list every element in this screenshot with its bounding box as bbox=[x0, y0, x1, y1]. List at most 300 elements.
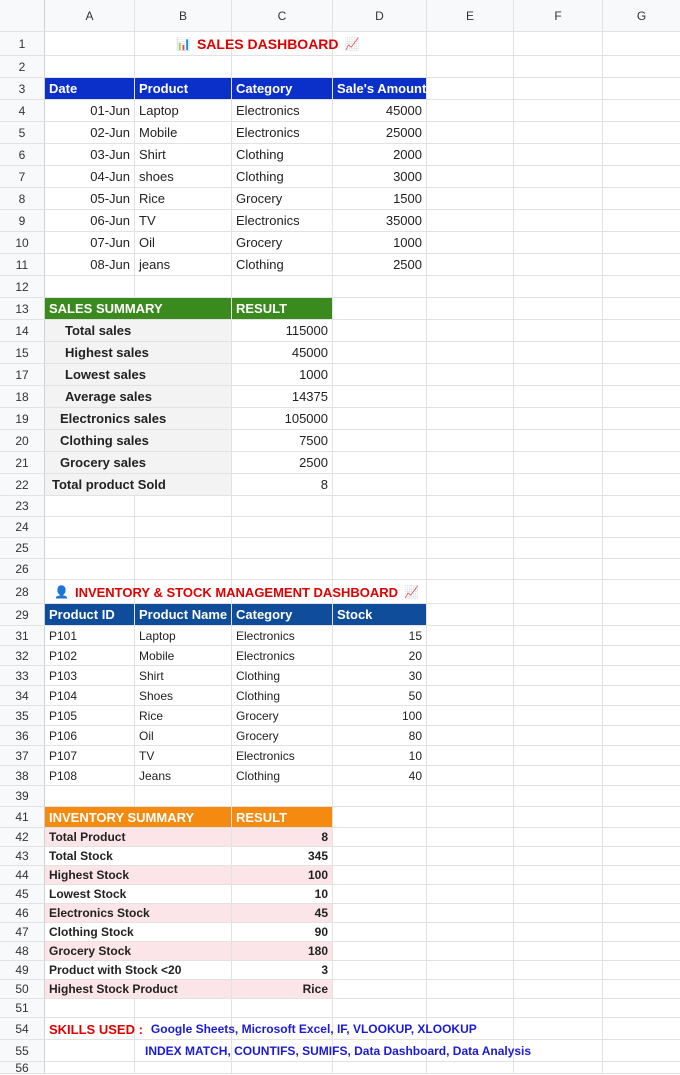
sales-header-cell[interactable]: Product bbox=[135, 78, 232, 99]
cell[interactable] bbox=[333, 517, 427, 537]
cell[interactable] bbox=[427, 904, 514, 922]
summary-value[interactable]: 1000 bbox=[232, 364, 333, 385]
cell[interactable] bbox=[135, 786, 232, 806]
row-number[interactable]: 10 bbox=[0, 232, 45, 253]
cell[interactable] bbox=[427, 726, 514, 745]
cell[interactable] bbox=[135, 276, 232, 297]
inventory-summary-label[interactable]: Grocery Stock bbox=[45, 942, 232, 960]
cell[interactable] bbox=[427, 942, 514, 960]
summary-label[interactable]: Highest sales bbox=[45, 342, 232, 363]
select-all-corner[interactable] bbox=[0, 0, 45, 31]
product-cell[interactable]: Laptop bbox=[135, 100, 232, 121]
row-number[interactable]: 5 bbox=[0, 122, 45, 143]
cell[interactable] bbox=[427, 364, 514, 385]
summary-value[interactable]: 14375 bbox=[232, 386, 333, 407]
category-cell[interactable]: Electronics bbox=[232, 646, 333, 665]
category-cell[interactable]: Electronics bbox=[232, 626, 333, 645]
cell[interactable] bbox=[427, 166, 514, 187]
cell[interactable] bbox=[603, 386, 680, 407]
cell[interactable] bbox=[45, 517, 135, 537]
cell[interactable] bbox=[603, 408, 680, 429]
inventory-header-cell[interactable]: Product ID bbox=[45, 604, 135, 625]
row-number[interactable]: 21 bbox=[0, 452, 45, 473]
inventory-header-cell[interactable]: Product Name bbox=[135, 604, 232, 625]
cell[interactable] bbox=[603, 538, 680, 558]
cell[interactable] bbox=[427, 496, 514, 516]
cell[interactable] bbox=[333, 56, 427, 77]
row-number[interactable]: 51 bbox=[0, 999, 45, 1017]
sales-header-cell[interactable]: Date bbox=[45, 78, 135, 99]
cell[interactable] bbox=[427, 408, 514, 429]
column-header-b[interactable]: B bbox=[135, 0, 232, 31]
cell[interactable] bbox=[427, 386, 514, 407]
cell[interactable] bbox=[603, 980, 680, 998]
cell[interactable] bbox=[427, 1062, 514, 1073]
cell[interactable] bbox=[45, 56, 135, 77]
cell[interactable] bbox=[333, 559, 427, 579]
cell[interactable] bbox=[427, 786, 514, 806]
cell[interactable] bbox=[135, 559, 232, 579]
cell[interactable] bbox=[45, 999, 135, 1017]
cell[interactable] bbox=[603, 452, 680, 473]
cell[interactable] bbox=[333, 885, 427, 903]
product-cell[interactable]: Oil bbox=[135, 232, 232, 253]
cell[interactable] bbox=[514, 254, 603, 275]
cell[interactable] bbox=[514, 276, 603, 297]
row-number[interactable]: 17 bbox=[0, 364, 45, 385]
amount-cell[interactable]: 3000 bbox=[333, 166, 427, 187]
cell[interactable] bbox=[333, 807, 427, 827]
cell[interactable] bbox=[232, 496, 333, 516]
row-number[interactable]: 29 bbox=[0, 604, 45, 625]
row-number[interactable]: 18 bbox=[0, 386, 45, 407]
summary-label[interactable]: Electronics sales bbox=[45, 408, 232, 429]
inventory-summary-value[interactable]: 90 bbox=[232, 923, 333, 941]
cell[interactable] bbox=[427, 646, 514, 665]
cell[interactable] bbox=[603, 786, 680, 806]
date-cell[interactable]: 01-Jun bbox=[45, 100, 135, 121]
summary-label[interactable]: Average sales bbox=[45, 386, 232, 407]
category-cell[interactable]: Clothing bbox=[232, 166, 333, 187]
cell[interactable] bbox=[333, 408, 427, 429]
amount-cell[interactable]: 45000 bbox=[333, 100, 427, 121]
cell[interactable] bbox=[514, 885, 603, 903]
cell[interactable] bbox=[603, 144, 680, 165]
cell[interactable] bbox=[514, 474, 603, 495]
cell[interactable] bbox=[514, 980, 603, 998]
inventory-header-cell[interactable]: Stock bbox=[333, 604, 427, 625]
row-number[interactable]: 36 bbox=[0, 726, 45, 745]
stock-cell[interactable]: 15 bbox=[333, 626, 427, 645]
amount-cell[interactable]: 25000 bbox=[333, 122, 427, 143]
cell[interactable] bbox=[427, 706, 514, 725]
row-number[interactable]: 32 bbox=[0, 646, 45, 665]
cell[interactable] bbox=[603, 298, 680, 319]
cell[interactable] bbox=[232, 517, 333, 537]
category-cell[interactable]: Electronics bbox=[232, 100, 333, 121]
stock-cell[interactable]: 80 bbox=[333, 726, 427, 745]
cell[interactable] bbox=[603, 666, 680, 685]
cell[interactable] bbox=[45, 1062, 135, 1073]
cell[interactable] bbox=[45, 1040, 135, 1061]
product-id-cell[interactable]: P107 bbox=[45, 746, 135, 765]
product-name-cell[interactable]: Mobile bbox=[135, 646, 232, 665]
cell[interactable] bbox=[427, 474, 514, 495]
cell[interactable] bbox=[514, 786, 603, 806]
cell[interactable] bbox=[333, 961, 427, 979]
product-cell[interactable]: TV bbox=[135, 210, 232, 231]
category-cell[interactable]: Electronics bbox=[232, 746, 333, 765]
summary-label[interactable]: Total product Sold bbox=[45, 474, 232, 495]
row-number[interactable]: 55 bbox=[0, 1040, 45, 1061]
cell[interactable] bbox=[232, 1062, 333, 1073]
stock-cell[interactable]: 10 bbox=[333, 746, 427, 765]
cell[interactable] bbox=[333, 496, 427, 516]
date-cell[interactable]: 07-Jun bbox=[45, 232, 135, 253]
cell[interactable] bbox=[333, 923, 427, 941]
category-cell[interactable]: Grocery bbox=[232, 726, 333, 745]
column-header-c[interactable]: C bbox=[232, 0, 333, 31]
cell[interactable] bbox=[45, 559, 135, 579]
row-number[interactable]: 48 bbox=[0, 942, 45, 960]
cell[interactable] bbox=[603, 923, 680, 941]
inventory-summary-value[interactable]: 100 bbox=[232, 866, 333, 884]
row-number[interactable]: 45 bbox=[0, 885, 45, 903]
row-number[interactable]: 25 bbox=[0, 538, 45, 558]
cell[interactable] bbox=[427, 32, 514, 55]
cell[interactable] bbox=[333, 298, 427, 319]
cell[interactable] bbox=[603, 646, 680, 665]
product-cell[interactable]: jeans bbox=[135, 254, 232, 275]
product-name-cell[interactable]: Shirt bbox=[135, 666, 232, 685]
product-id-cell[interactable]: P108 bbox=[45, 766, 135, 785]
row-number[interactable]: 44 bbox=[0, 866, 45, 884]
cell[interactable] bbox=[603, 342, 680, 363]
cell[interactable] bbox=[603, 32, 680, 55]
inventory-summary-value[interactable]: 8 bbox=[232, 828, 333, 846]
row-number[interactable]: 56 bbox=[0, 1062, 45, 1073]
cell[interactable] bbox=[514, 408, 603, 429]
stock-cell[interactable]: 30 bbox=[333, 666, 427, 685]
category-cell[interactable]: Clothing bbox=[232, 254, 333, 275]
cell[interactable] bbox=[514, 686, 603, 705]
product-id-cell[interactable]: P102 bbox=[45, 646, 135, 665]
cell[interactable] bbox=[427, 298, 514, 319]
row-number[interactable]: 3 bbox=[0, 78, 45, 99]
cell[interactable] bbox=[333, 999, 427, 1017]
row-number[interactable]: 50 bbox=[0, 980, 45, 998]
cell[interactable] bbox=[603, 320, 680, 341]
date-cell[interactable]: 02-Jun bbox=[45, 122, 135, 143]
cell[interactable] bbox=[514, 517, 603, 537]
sales-header-cell[interactable]: Sale's Amount bbox=[333, 78, 427, 99]
row-number[interactable]: 4 bbox=[0, 100, 45, 121]
inventory-summary-label-header[interactable]: INVENTORY SUMMARY bbox=[45, 807, 232, 827]
column-header-e[interactable]: E bbox=[427, 0, 514, 31]
summary-label[interactable]: Lowest sales bbox=[45, 364, 232, 385]
sales-summary-label-header[interactable]: SALES SUMMARY bbox=[45, 298, 232, 319]
cell[interactable] bbox=[603, 210, 680, 231]
cell[interactable] bbox=[514, 188, 603, 209]
cell[interactable] bbox=[603, 746, 680, 765]
cell[interactable] bbox=[514, 999, 603, 1017]
cell[interactable] bbox=[427, 188, 514, 209]
cell[interactable] bbox=[427, 746, 514, 765]
cell[interactable] bbox=[427, 807, 514, 827]
column-header-d[interactable]: D bbox=[333, 0, 427, 31]
row-number[interactable]: 41 bbox=[0, 807, 45, 827]
cell[interactable] bbox=[135, 517, 232, 537]
cell[interactable] bbox=[232, 786, 333, 806]
product-id-cell[interactable]: P104 bbox=[45, 686, 135, 705]
cell[interactable] bbox=[333, 276, 427, 297]
category-cell[interactable]: Grocery bbox=[232, 232, 333, 253]
product-name-cell[interactable]: Rice bbox=[135, 706, 232, 725]
cell[interactable] bbox=[514, 604, 603, 625]
cell[interactable] bbox=[514, 626, 603, 645]
cell[interactable] bbox=[603, 726, 680, 745]
product-name-cell[interactable]: Shoes bbox=[135, 686, 232, 705]
cell[interactable] bbox=[333, 474, 427, 495]
cell[interactable] bbox=[427, 866, 514, 884]
product-id-cell[interactable]: P106 bbox=[45, 726, 135, 745]
cell[interactable] bbox=[333, 342, 427, 363]
cell[interactable] bbox=[514, 746, 603, 765]
cell[interactable] bbox=[514, 559, 603, 579]
product-id-cell[interactable]: P105 bbox=[45, 706, 135, 725]
row-number[interactable]: 2 bbox=[0, 56, 45, 77]
cell[interactable] bbox=[427, 766, 514, 785]
cell[interactable] bbox=[603, 942, 680, 960]
cell[interactable] bbox=[514, 1018, 603, 1039]
category-cell[interactable]: Clothing bbox=[232, 144, 333, 165]
row-number[interactable]: 1 bbox=[0, 32, 45, 55]
cell[interactable] bbox=[603, 188, 680, 209]
row-number[interactable]: 42 bbox=[0, 828, 45, 846]
amount-cell[interactable]: 2500 bbox=[333, 254, 427, 275]
cell[interactable] bbox=[135, 538, 232, 558]
product-id-cell[interactable]: P101 bbox=[45, 626, 135, 645]
product-name-cell[interactable]: Oil bbox=[135, 726, 232, 745]
cell[interactable] bbox=[603, 166, 680, 187]
cell[interactable] bbox=[514, 726, 603, 745]
inventory-summary-label[interactable]: Lowest Stock bbox=[45, 885, 232, 903]
summary-value[interactable]: 45000 bbox=[232, 342, 333, 363]
inventory-summary-label[interactable]: Highest Stock bbox=[45, 866, 232, 884]
cell[interactable] bbox=[135, 1062, 232, 1073]
row-number[interactable]: 13 bbox=[0, 298, 45, 319]
cell[interactable] bbox=[232, 56, 333, 77]
cell[interactable] bbox=[45, 496, 135, 516]
row-number[interactable]: 24 bbox=[0, 517, 45, 537]
summary-value[interactable]: 7500 bbox=[232, 430, 333, 451]
cell[interactable] bbox=[45, 538, 135, 558]
category-cell[interactable]: Clothing bbox=[232, 686, 333, 705]
category-cell[interactable]: Electronics bbox=[232, 122, 333, 143]
cell[interactable] bbox=[427, 885, 514, 903]
cell[interactable] bbox=[603, 232, 680, 253]
cell[interactable] bbox=[603, 626, 680, 645]
cell[interactable] bbox=[603, 78, 680, 99]
cell[interactable] bbox=[514, 298, 603, 319]
row-number[interactable]: 6 bbox=[0, 144, 45, 165]
inventory-summary-label[interactable]: Highest Stock Product bbox=[45, 980, 232, 998]
cell[interactable] bbox=[514, 847, 603, 865]
stock-cell[interactable]: 50 bbox=[333, 686, 427, 705]
inventory-header-cell[interactable]: Category bbox=[232, 604, 333, 625]
product-name-cell[interactable]: Jeans bbox=[135, 766, 232, 785]
cell[interactable] bbox=[427, 626, 514, 645]
inventory-summary-value[interactable]: 180 bbox=[232, 942, 333, 960]
cell[interactable] bbox=[333, 1062, 427, 1073]
row-number[interactable]: 49 bbox=[0, 961, 45, 979]
cell[interactable] bbox=[333, 786, 427, 806]
cell[interactable] bbox=[603, 807, 680, 827]
cell[interactable] bbox=[232, 276, 333, 297]
cell[interactable] bbox=[427, 980, 514, 998]
cell[interactable] bbox=[45, 276, 135, 297]
cell[interactable] bbox=[603, 56, 680, 77]
cell[interactable] bbox=[603, 828, 680, 846]
cell[interactable] bbox=[427, 78, 514, 99]
inventory-summary-label[interactable]: Electronics Stock bbox=[45, 904, 232, 922]
cell[interactable] bbox=[514, 942, 603, 960]
row-number[interactable]: 38 bbox=[0, 766, 45, 785]
inventory-summary-label[interactable]: Clothing Stock bbox=[45, 923, 232, 941]
cell[interactable] bbox=[135, 999, 232, 1017]
cell[interactable] bbox=[514, 766, 603, 785]
cell[interactable] bbox=[333, 904, 427, 922]
product-id-cell[interactable]: P103 bbox=[45, 666, 135, 685]
row-number[interactable]: 19 bbox=[0, 408, 45, 429]
cell[interactable] bbox=[427, 847, 514, 865]
row-number[interactable]: 26 bbox=[0, 559, 45, 579]
cell[interactable] bbox=[427, 452, 514, 473]
inventory-summary-label[interactable]: Product with Stock <20 bbox=[45, 961, 232, 979]
cell[interactable] bbox=[427, 517, 514, 537]
product-name-cell[interactable]: Laptop bbox=[135, 626, 232, 645]
cell[interactable] bbox=[232, 999, 333, 1017]
cell[interactable] bbox=[427, 232, 514, 253]
row-number[interactable]: 11 bbox=[0, 254, 45, 275]
cell[interactable] bbox=[514, 706, 603, 725]
cell[interactable] bbox=[603, 766, 680, 785]
row-number[interactable]: 9 bbox=[0, 210, 45, 231]
cell[interactable] bbox=[514, 166, 603, 187]
cell[interactable] bbox=[603, 559, 680, 579]
cell[interactable] bbox=[514, 646, 603, 665]
inventory-summary-label[interactable]: Total Product bbox=[45, 828, 232, 846]
cell[interactable] bbox=[603, 517, 680, 537]
cell[interactable] bbox=[514, 100, 603, 121]
row-number[interactable]: 12 bbox=[0, 276, 45, 297]
inventory-summary-value[interactable]: 3 bbox=[232, 961, 333, 979]
cell[interactable] bbox=[514, 144, 603, 165]
cell[interactable] bbox=[514, 923, 603, 941]
summary-value[interactable]: 2500 bbox=[232, 452, 333, 473]
product-cell[interactable]: shoes bbox=[135, 166, 232, 187]
cell[interactable] bbox=[45, 786, 135, 806]
cell[interactable] bbox=[514, 56, 603, 77]
cell[interactable] bbox=[232, 538, 333, 558]
cell[interactable] bbox=[514, 210, 603, 231]
row-number[interactable]: 31 bbox=[0, 626, 45, 645]
row-number[interactable]: 22 bbox=[0, 474, 45, 495]
cell[interactable] bbox=[603, 999, 680, 1017]
cell[interactable] bbox=[427, 144, 514, 165]
cell[interactable] bbox=[427, 999, 514, 1017]
row-number[interactable]: 28 bbox=[0, 580, 45, 603]
cell[interactable] bbox=[603, 430, 680, 451]
cell[interactable] bbox=[333, 980, 427, 998]
cell[interactable] bbox=[427, 210, 514, 231]
cell[interactable] bbox=[333, 452, 427, 473]
cell[interactable] bbox=[333, 320, 427, 341]
cell[interactable] bbox=[603, 686, 680, 705]
amount-cell[interactable]: 2000 bbox=[333, 144, 427, 165]
stock-cell[interactable]: 20 bbox=[333, 646, 427, 665]
cell[interactable] bbox=[603, 474, 680, 495]
inventory-summary-label[interactable]: Total Stock bbox=[45, 847, 232, 865]
column-header-g[interactable]: G bbox=[603, 0, 680, 31]
summary-label[interactable]: Grocery sales bbox=[45, 452, 232, 473]
sales-header-cell[interactable]: Category bbox=[232, 78, 333, 99]
cell[interactable] bbox=[603, 1018, 680, 1039]
cell[interactable] bbox=[603, 254, 680, 275]
cell[interactable] bbox=[603, 885, 680, 903]
category-cell[interactable]: Clothing bbox=[232, 666, 333, 685]
inventory-summary-value[interactable]: 345 bbox=[232, 847, 333, 865]
row-number[interactable]: 37 bbox=[0, 746, 45, 765]
product-name-cell[interactable]: TV bbox=[135, 746, 232, 765]
cell[interactable] bbox=[514, 78, 603, 99]
product-cell[interactable]: Mobile bbox=[135, 122, 232, 143]
amount-cell[interactable]: 1000 bbox=[333, 232, 427, 253]
cell[interactable] bbox=[514, 496, 603, 516]
row-number[interactable]: 43 bbox=[0, 847, 45, 865]
cell[interactable] bbox=[603, 496, 680, 516]
cell[interactable] bbox=[603, 364, 680, 385]
cell[interactable] bbox=[514, 538, 603, 558]
cell[interactable] bbox=[603, 1040, 680, 1061]
date-cell[interactable]: 03-Jun bbox=[45, 144, 135, 165]
category-cell[interactable]: Grocery bbox=[232, 188, 333, 209]
cell[interactable] bbox=[427, 320, 514, 341]
stock-cell[interactable]: 40 bbox=[333, 766, 427, 785]
cell[interactable] bbox=[514, 828, 603, 846]
cell[interactable] bbox=[333, 942, 427, 960]
cell[interactable] bbox=[427, 538, 514, 558]
date-cell[interactable]: 05-Jun bbox=[45, 188, 135, 209]
cell[interactable] bbox=[603, 1062, 680, 1073]
cell[interactable] bbox=[333, 866, 427, 884]
cell[interactable] bbox=[427, 923, 514, 941]
cell[interactable] bbox=[603, 847, 680, 865]
amount-cell[interactable]: 35000 bbox=[333, 210, 427, 231]
cell[interactable] bbox=[514, 904, 603, 922]
row-number[interactable]: 15 bbox=[0, 342, 45, 363]
cell[interactable] bbox=[427, 430, 514, 451]
cell[interactable] bbox=[514, 386, 603, 407]
column-header-a[interactable]: A bbox=[45, 0, 135, 31]
cell[interactable] bbox=[514, 452, 603, 473]
cell[interactable] bbox=[427, 686, 514, 705]
cell[interactable] bbox=[514, 232, 603, 253]
cell[interactable] bbox=[514, 866, 603, 884]
column-header-f[interactable]: F bbox=[514, 0, 603, 31]
cell[interactable] bbox=[514, 320, 603, 341]
product-cell[interactable]: Rice bbox=[135, 188, 232, 209]
